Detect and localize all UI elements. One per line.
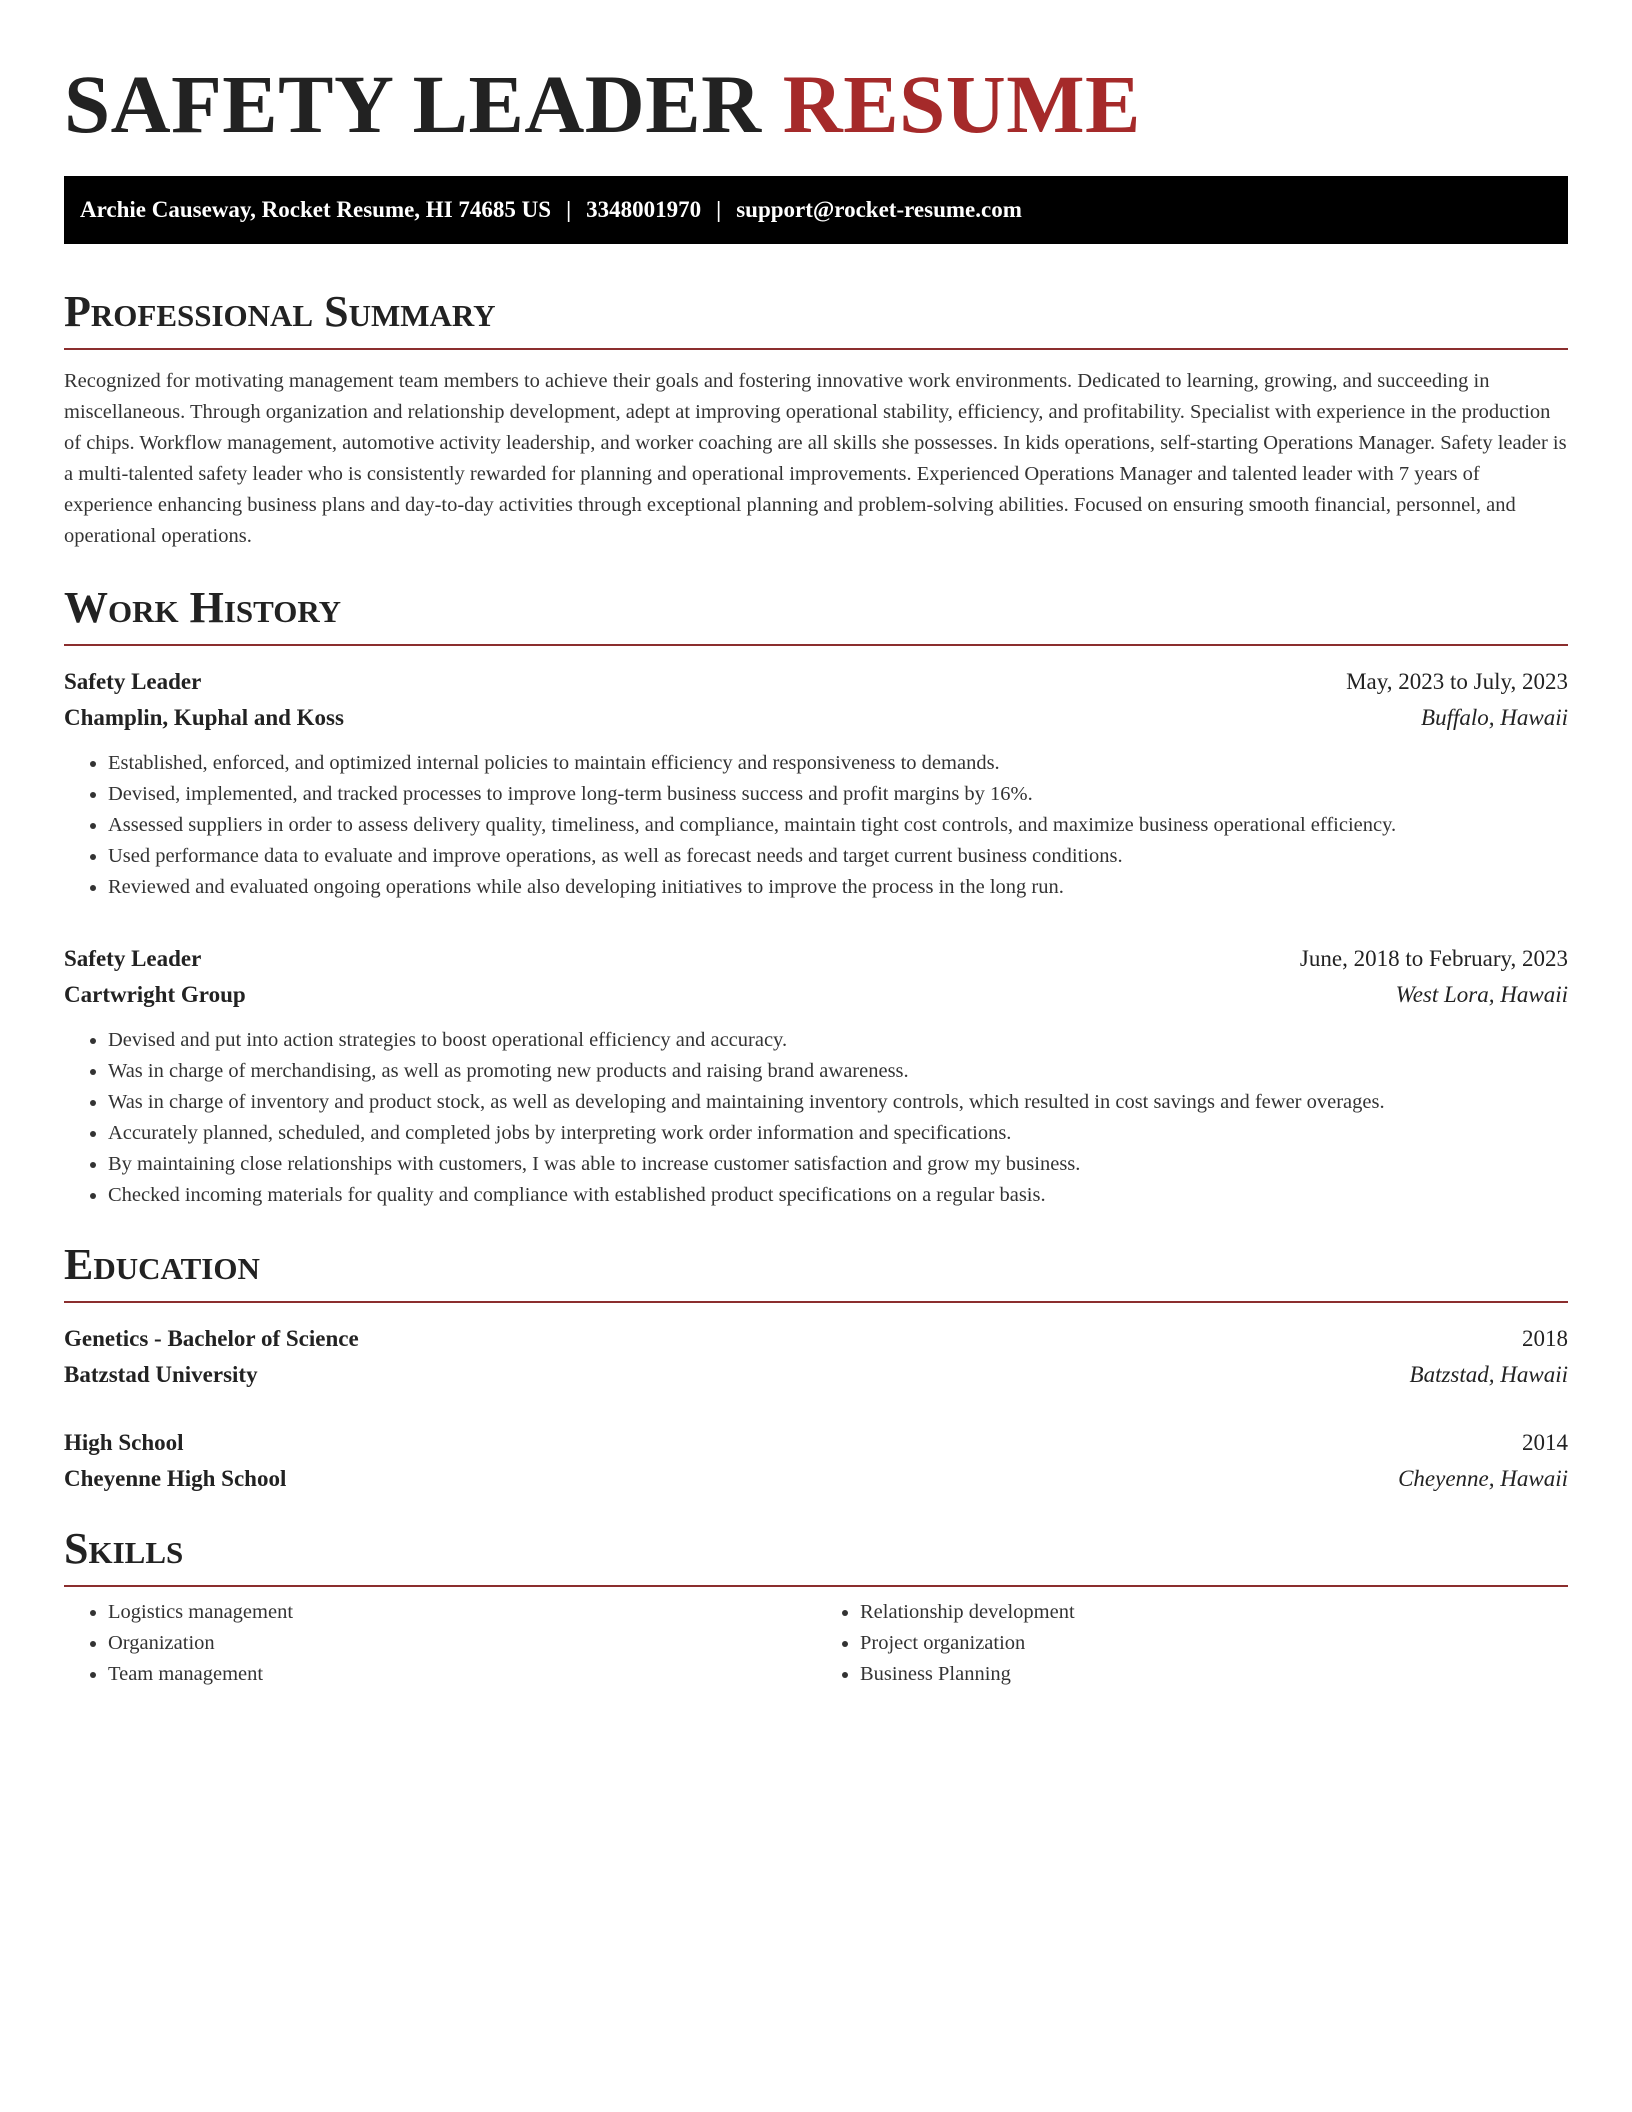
education-entry <box>64 1425 1568 1497</box>
job-title: Safety Leader <box>64 946 202 971</box>
contact-separator: | <box>566 197 572 222</box>
education-degree: Genetics - Bachelor of Science <box>64 1326 359 1351</box>
job-entry <box>64 664 1568 903</box>
skill-item: • Team management <box>108 1659 816 1690</box>
contact-email[interactable]: support@rocket-resume.com <box>736 197 1022 222</box>
skill-item: • Project organization <box>860 1628 1568 1659</box>
title-accent: RESUME <box>782 58 1141 150</box>
education-degree-row <box>64 1321 1568 1357</box>
title-main: SAFETY LEADER <box>64 58 762 150</box>
work-history-heading: Work History <box>64 582 1568 646</box>
education-year: 2014 <box>1522 1430 1568 1455</box>
job-bullet: • Was in charge of inventory and product stock, as well as developing and maintaining inventory controls, which resulted in cost savings and fewer overages. <box>108 1087 1568 1118</box>
job-bullet: • Used performance data to evaluate and improve operations, as well as forecast needs and target current business conditions. <box>108 841 1568 872</box>
job-company-row <box>64 700 1568 736</box>
job-bullet: • Assessed suppliers in order to assess delivery quality, timeliness, and compliance, maintain tight cost controls, and maximize business operational efficiency. <box>108 810 1568 841</box>
job-location: Buffalo, Hawaii <box>1421 705 1568 730</box>
skill-item: • Business Planning <box>860 1659 1568 1690</box>
education-school: Cheyenne High School <box>64 1466 287 1491</box>
job-location: West Lora, Hawaii <box>1395 982 1568 1007</box>
education-location: Cheyenne, Hawaii <box>1398 1466 1568 1491</box>
education-school: Batzstad University <box>64 1362 258 1387</box>
job-bullet: • Was in charge of merchandising, as well as promoting new products and raising brand awareness. <box>108 1056 1568 1087</box>
skill-item: • Organization <box>108 1628 816 1659</box>
skills-heading: Skills <box>64 1523 1568 1587</box>
contact-bar <box>64 176 1568 244</box>
education-degree-row <box>64 1425 1568 1461</box>
job-bullet-list <box>64 1025 1568 1211</box>
contact-address: Archie Causeway, Rocket Resume, HI 74685 US <box>80 197 552 222</box>
job-bullet-list <box>64 748 1568 903</box>
job-company-row <box>64 977 1568 1013</box>
job-company: Champlin, Kuphal and Koss <box>64 705 344 730</box>
job-entry <box>64 941 1568 1211</box>
job-title-row <box>64 664 1568 700</box>
education-degree: High School <box>64 1430 184 1455</box>
job-dates: June, 2018 to February, 2023 <box>1299 946 1568 971</box>
resume-title <box>64 56 1568 152</box>
education-heading: Education <box>64 1239 1568 1303</box>
education-school-row <box>64 1461 1568 1497</box>
job-bullet: • Established, enforced, and optimized internal policies to maintain efficiency and responsiveness to demands. <box>108 748 1568 779</box>
job-dates: May, 2023 to July, 2023 <box>1346 669 1568 694</box>
skills-grid <box>64 1597 1568 1690</box>
job-bullet: • Devised and put into action strategies to boost operational efficiency and accuracy. <box>108 1025 1568 1056</box>
skill-item: • Logistics management <box>108 1597 816 1628</box>
job-title: Safety Leader <box>64 669 202 694</box>
job-bullet: • Devised, implemented, and tracked processes to improve long-term business success and profit margins by 16%. <box>108 779 1568 810</box>
job-bullet: • Accurately planned, scheduled, and completed jobs by interpreting work order information and specifications. <box>108 1118 1568 1149</box>
education-location: Batzstad, Hawaii <box>1409 1362 1568 1387</box>
job-bullet: • Reviewed and evaluated ongoing operations while also developing initiatives to improve the process in the long run. <box>108 872 1568 903</box>
education-school-row <box>64 1357 1568 1393</box>
job-bullet: • By maintaining close relationships with customers, I was able to increase customer satisfaction and grow my business. <box>108 1149 1568 1180</box>
contact-separator: | <box>716 197 722 222</box>
contact-phone: 3348001970 <box>586 197 702 222</box>
job-title-row <box>64 941 1568 977</box>
skills-list-right <box>816 1597 1568 1690</box>
education-year: 2018 <box>1522 1326 1568 1351</box>
skills-list-left <box>64 1597 816 1690</box>
job-company: Cartwright Group <box>64 982 246 1007</box>
summary-heading: Professional Summary <box>64 286 1568 350</box>
summary-text: Recognized for motivating management team members to achieve their goals and fostering innovative work environments. Dedicated to learning, growing, and succeeding in miscellaneous. Through organization and relationship development, adept at improving operational stability, efficiency, and profitability. Specialist with experience in the production of chips. Workflow management, automotive activity leadership, and worker coaching are all skills she possesses. In kids operations, self-starting Operations Manager. Safety leader is a multi-talented safety leader who is consistently rewarded for planning and operational improvements. Experienced Operations Manager and talented leader with 7 years of experience enhancing business plans and day-to-day activities through exceptional planning and problem-solving abilities. Focused on ensuring smooth financial, personnel, and operational operations. <box>64 370 1567 547</box>
skill-item: • Relationship development <box>860 1597 1568 1628</box>
job-bullet: • Checked incoming materials for quality and compliance with established product specifications on a regular basis. <box>108 1180 1568 1211</box>
education-entry <box>64 1321 1568 1393</box>
